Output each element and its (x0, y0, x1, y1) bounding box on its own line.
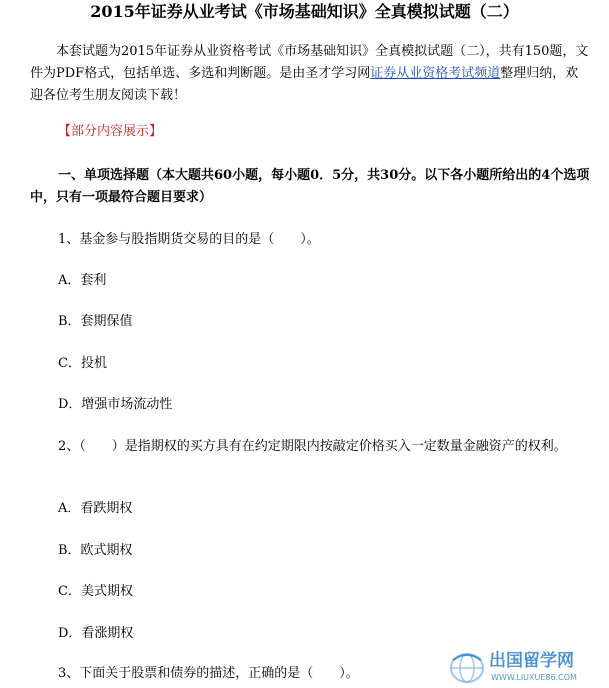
question-1-option-b: B．套期保值 (58, 314, 133, 329)
question-1-option-a: A．套利 (58, 273, 107, 288)
question-2-option-c: C．美式期权 (58, 584, 133, 599)
question-2-option-d: D．看涨期权 (58, 626, 134, 641)
document-title: 2015年证券从业考试《市场基础知识》全真模拟试题（二） (90, 2, 519, 21)
channel-link[interactable]: 证券从业资格考试频道 (370, 66, 501, 81)
globe-icon (451, 654, 483, 682)
intro-text: 本套试题为2015年证券从业资格考试《市场基础知识》全真模拟试题（二），共有150题，文件为PDF格式，包括单选、多选和判断题。是由圣才学习网 (30, 44, 589, 81)
question-3-stem: 3、下面关于股票和债券的描述，正确的是（ ）。 (58, 666, 359, 681)
question-1-option-d: D．增强市场流动性 (58, 397, 173, 412)
watermark-brand-text: 出国留学网 (489, 651, 574, 671)
question-2-option-b: B．欧式期权 (58, 543, 133, 558)
section-tag: 【部分内容展示】 (58, 124, 163, 139)
question-1-stem: 1、基金参与股指期货交易的目的是（ ）。 (58, 232, 320, 247)
section-heading: 一、单项选择题（本大题共60小题，每小题0．5分，共30分。以下各小题所给出的4个选项中，只有一项最符合题目要求） (30, 168, 590, 205)
question-2-stem: 2、（ ）是指期权的买方具有在约定期限内按敲定价格买入一定数量金融资产的权利。 (58, 439, 567, 454)
watermark-url-text: WWW.LIUXUE86.COM (491, 673, 577, 682)
intro-tail: 整理归纳，欢迎各位考生朋友阅读下载！ (30, 66, 579, 103)
watermark-logo (447, 646, 607, 686)
question-1-option-c: C．投机 (58, 356, 107, 371)
question-2-option-a: A．看跌期权 (58, 501, 133, 516)
intro-paragraph (30, 41, 590, 107)
